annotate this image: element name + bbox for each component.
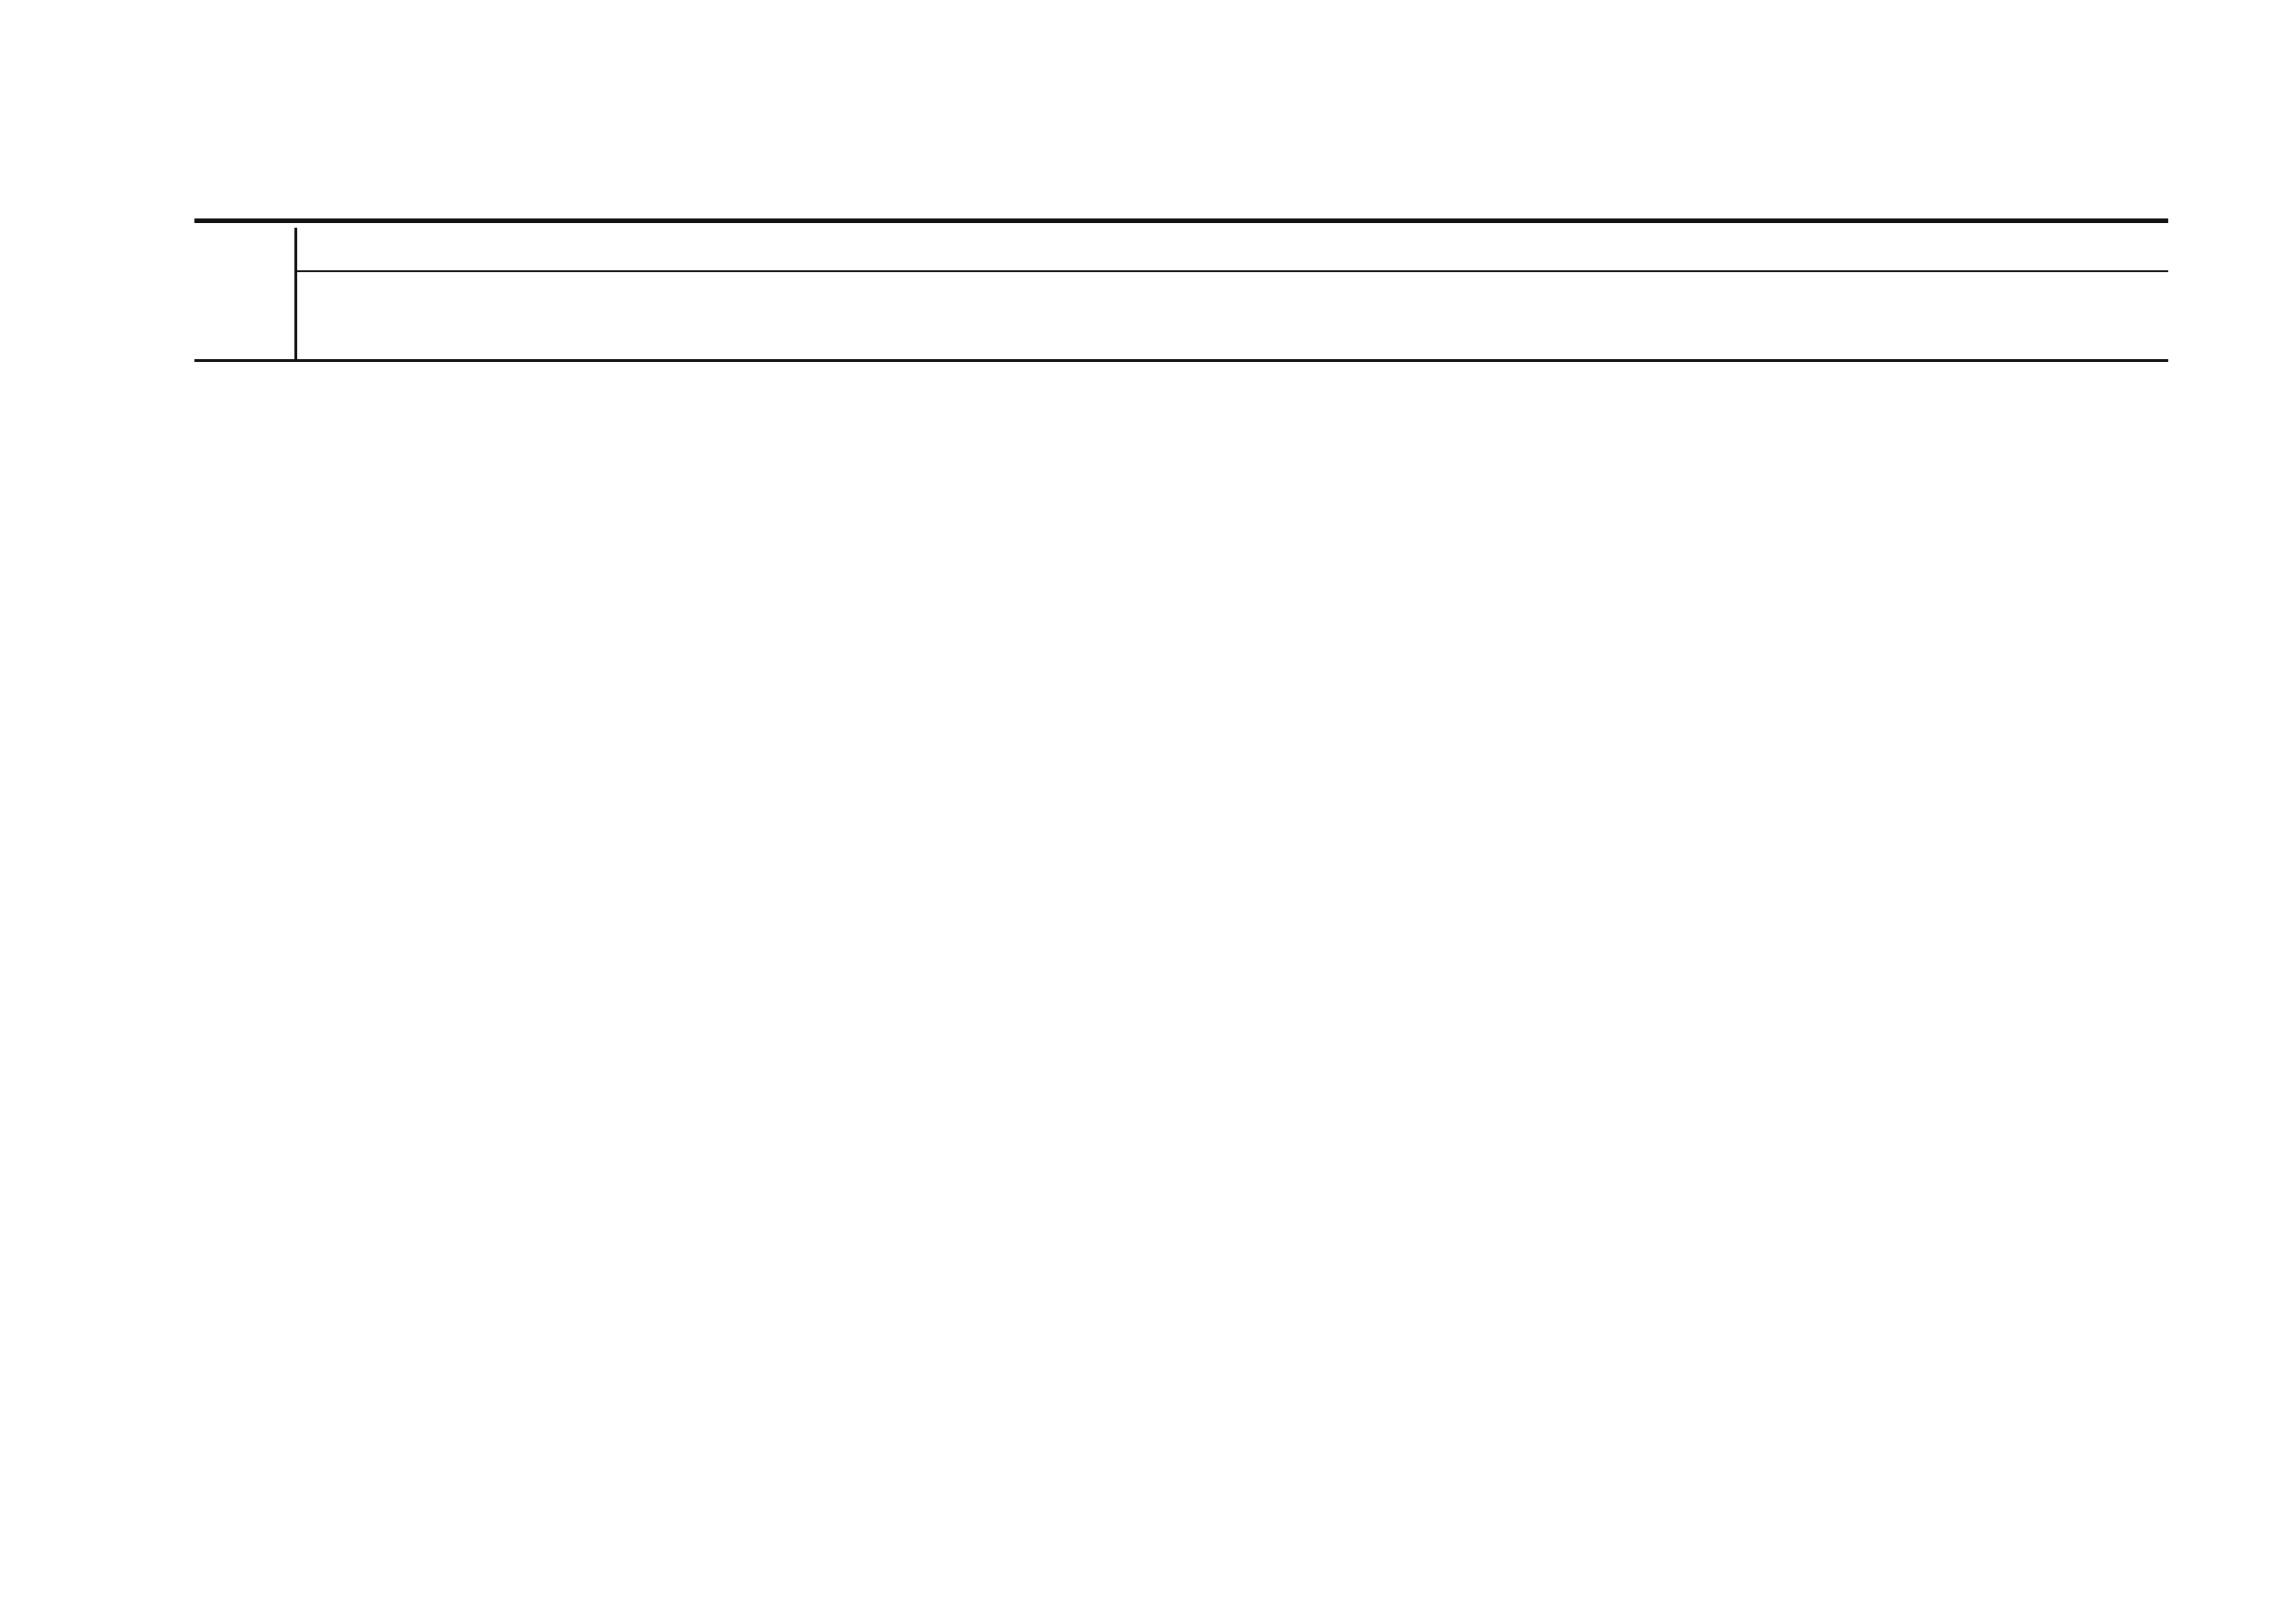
table-header-bottom-rule (194, 359, 2168, 362)
pressure-column-separator (294, 228, 297, 359)
table-top-rule (194, 218, 2168, 223)
table-header-mid-rule (296, 270, 2168, 272)
